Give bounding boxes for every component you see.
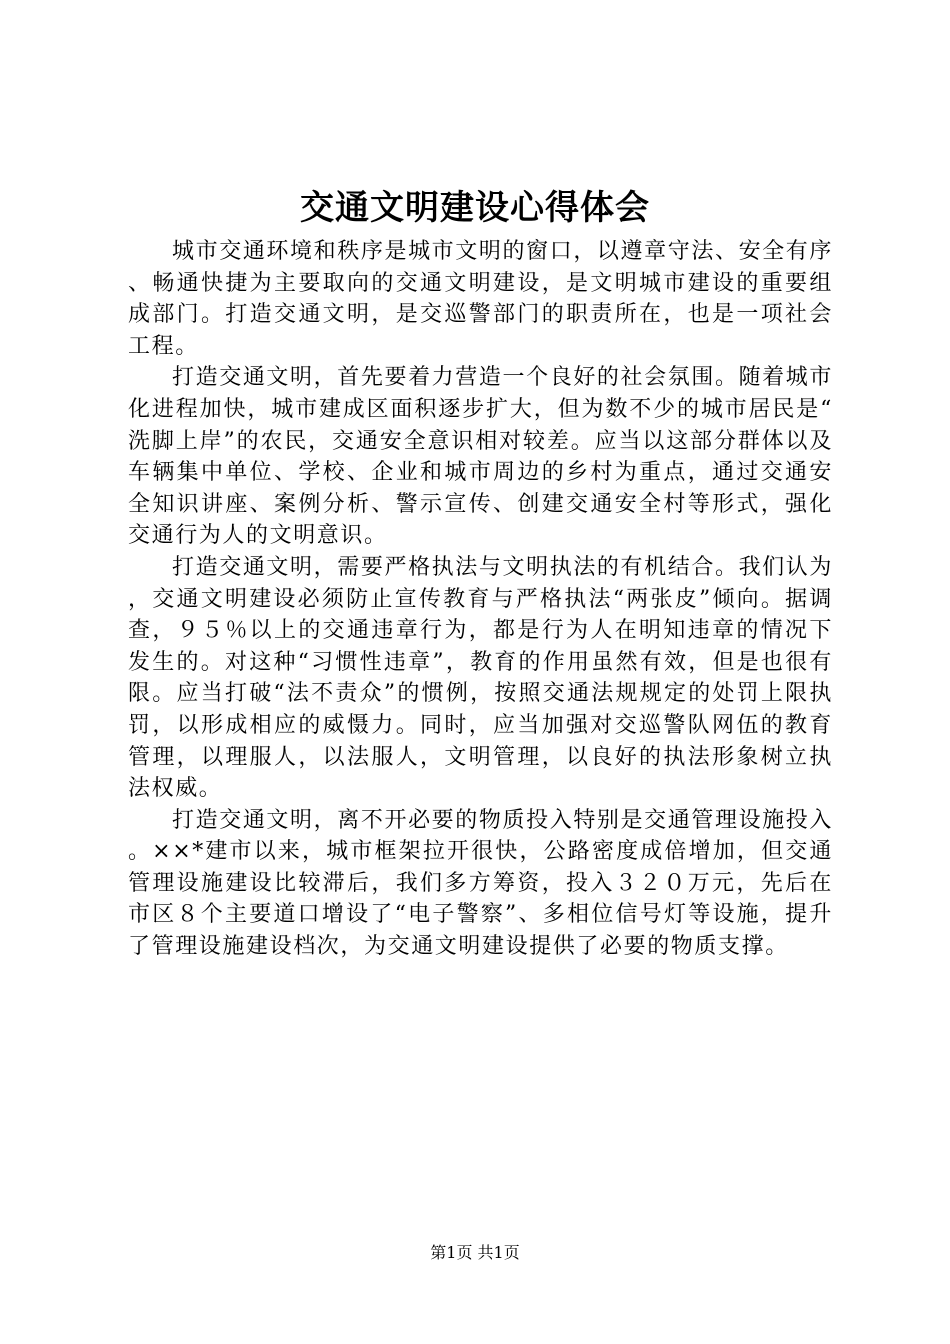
document-title: 交通文明建设心得体会	[300, 188, 650, 228]
paragraph-1: 城市交通环境和秩序是城市文明的窗口，以遵章守法、安全有序、畅通快捷为主要取向的交通文明建设，是文明城市建设的重要组成部门。打造交通文明，是交巡警部门的职责所在，也是一项社会工程。	[128, 239, 833, 359]
page-number-footer: 第1页 共1页	[430, 1243, 520, 1262]
paragraph-3: 打造交通文明，需要严格执法与文明执法的有机结合。我们认为，交通文明建设必须防止宣传教育与严格执法“两张皮”倾向。据调查，９５％以上的交通违章行为，都是行为人在明知违章的情况下发生的。对这种“习惯性违章”，教育的作用虽然有效，但是也很有限。应当打破“法不责众”的惯例，按照交通法规规定的处罚上限执罚，以形成相应的威慑力。同时，应当加强对交巡警队网伍的教育管理，以理服人，以法服人，文明管理，以良好的执法形象树立执法权威。	[128, 554, 833, 802]
paragraph-2: 打造交通文明，首先要着力营造一个良好的社会氛围。随着城市化进程加快，城市建成区面积逐步扩大，但为数不少的城市居民是“洗脚上岸”的农民，交通安全意识相对较差。应当以这部分群体以及车辆集中单位、学校、企业和城市周边的乡村为重点，通过交通安全知识讲座、案例分析、警示宣传、创建交通安全村等形式，强化交通行为人的文明意识。	[128, 365, 833, 549]
paragraph-4: 打造交通文明，离不开必要的物质投入特别是交通管理设施投入。××*建市以来，城市框架拉开很快，公路密度成倍增加，但交通管理设施建设比较滞后，我们多方筹资，投入３２０万元，先后在市区８个主要道口增设了“电子警察”、多相位信号灯等设施，提升了管理设施建设档次，为交通文明建设提供了必要的物质支撑。	[128, 807, 833, 960]
document-body	[128, 236, 833, 963]
